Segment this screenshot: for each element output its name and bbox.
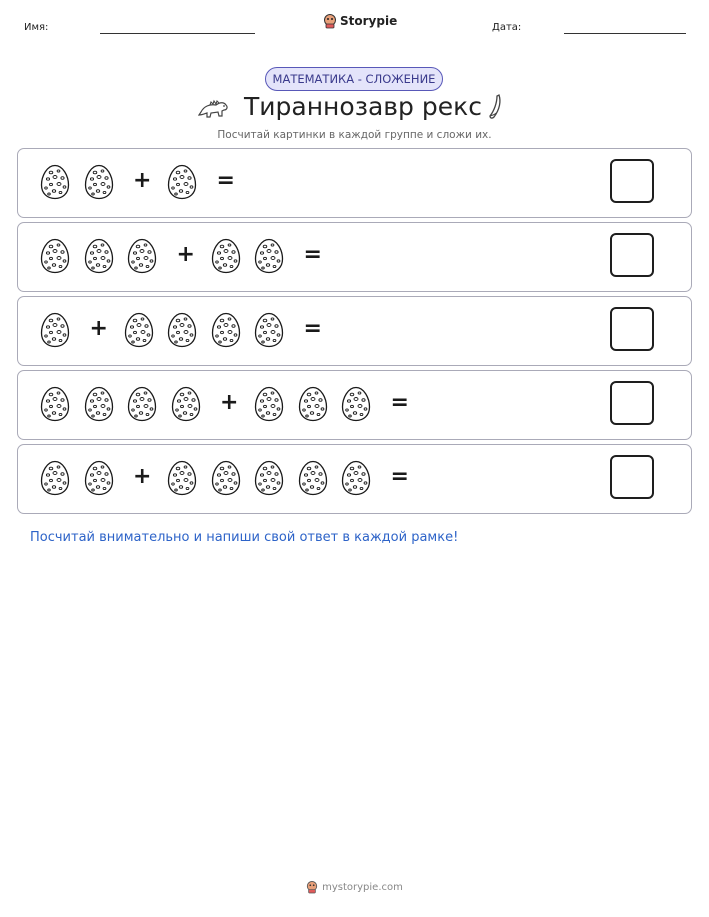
dinosaur-egg-icon (40, 460, 70, 496)
brand-name: Storypie (340, 14, 398, 28)
dinosaur-egg-icon (84, 164, 114, 200)
problem-row (17, 222, 692, 292)
dinosaur-egg-icon (211, 238, 241, 274)
dinosaur-egg-icon (40, 312, 70, 348)
plus-sign: + (133, 464, 152, 489)
problem-row (17, 444, 692, 514)
dinosaur-egg-icon (167, 312, 197, 348)
plus-sign: + (89, 316, 108, 341)
dinosaur-egg-icon (298, 386, 328, 422)
plus-sign: + (220, 390, 239, 415)
dinosaur-egg-icon (127, 386, 157, 422)
storypie-logo-icon (323, 13, 337, 29)
page-title: Тираннозавр рекс (244, 92, 482, 121)
tooth-icon (486, 93, 506, 121)
answer-box[interactable] (610, 455, 654, 499)
equals-sign: = (390, 390, 409, 415)
dinosaur-egg-icon (40, 164, 70, 200)
brand-logo (323, 13, 397, 29)
dinosaur-egg-icon (211, 312, 241, 348)
dinosaur-egg-icon (40, 238, 70, 274)
dinosaur-egg-icon (298, 460, 328, 496)
dinosaur-egg-icon (341, 386, 371, 422)
equals-sign: = (216, 168, 235, 193)
footer-note: Посчитай внимательно и напиши свой ответ в каждой рамке! (30, 530, 459, 545)
footer (0, 880, 709, 894)
dinosaur-egg-icon (124, 312, 154, 348)
dinosaur-egg-icon (211, 460, 241, 496)
answer-box[interactable] (610, 307, 654, 351)
dinosaur-egg-icon (167, 460, 197, 496)
dinosaur-egg-icon (171, 386, 201, 422)
dinosaur-egg-icon (254, 386, 284, 422)
instructions: Посчитай картинки в каждой группе и сложи их. (217, 129, 492, 141)
dinosaur-egg-icon (84, 238, 114, 274)
dinosaur-egg-icon (84, 460, 114, 496)
problem-row (17, 148, 692, 218)
dinosaur-egg-icon (40, 386, 70, 422)
dinosaur-egg-icon (84, 386, 114, 422)
name-label: Имя: (24, 22, 49, 33)
equals-sign: = (390, 464, 409, 489)
topic-badge (265, 67, 443, 91)
topic-badge-label: МАТЕМАТИКА - СЛОЖЕНИЕ (272, 72, 436, 86)
date-field[interactable] (564, 33, 686, 34)
dinosaur-egg-icon (254, 460, 284, 496)
plus-sign: + (133, 168, 152, 193)
storypie-logo-icon (306, 880, 318, 894)
dinosaur-egg-icon (127, 238, 157, 274)
equals-sign: = (303, 242, 322, 267)
title-row (0, 91, 709, 127)
name-field[interactable] (100, 33, 255, 34)
footer-site: mystorypie.com (322, 881, 403, 893)
dinosaur-icon (198, 96, 230, 120)
answer-box[interactable] (610, 159, 654, 203)
problem-row (17, 370, 692, 440)
problem-row (17, 296, 692, 366)
answer-box[interactable] (610, 233, 654, 277)
equals-sign: = (303, 316, 322, 341)
answer-box[interactable] (610, 381, 654, 425)
dinosaur-egg-icon (254, 238, 284, 274)
date-label: Дата: (492, 22, 522, 33)
dinosaur-egg-icon (167, 164, 197, 200)
dinosaur-egg-icon (341, 460, 371, 496)
dinosaur-egg-icon (254, 312, 284, 348)
plus-sign: + (176, 242, 195, 267)
